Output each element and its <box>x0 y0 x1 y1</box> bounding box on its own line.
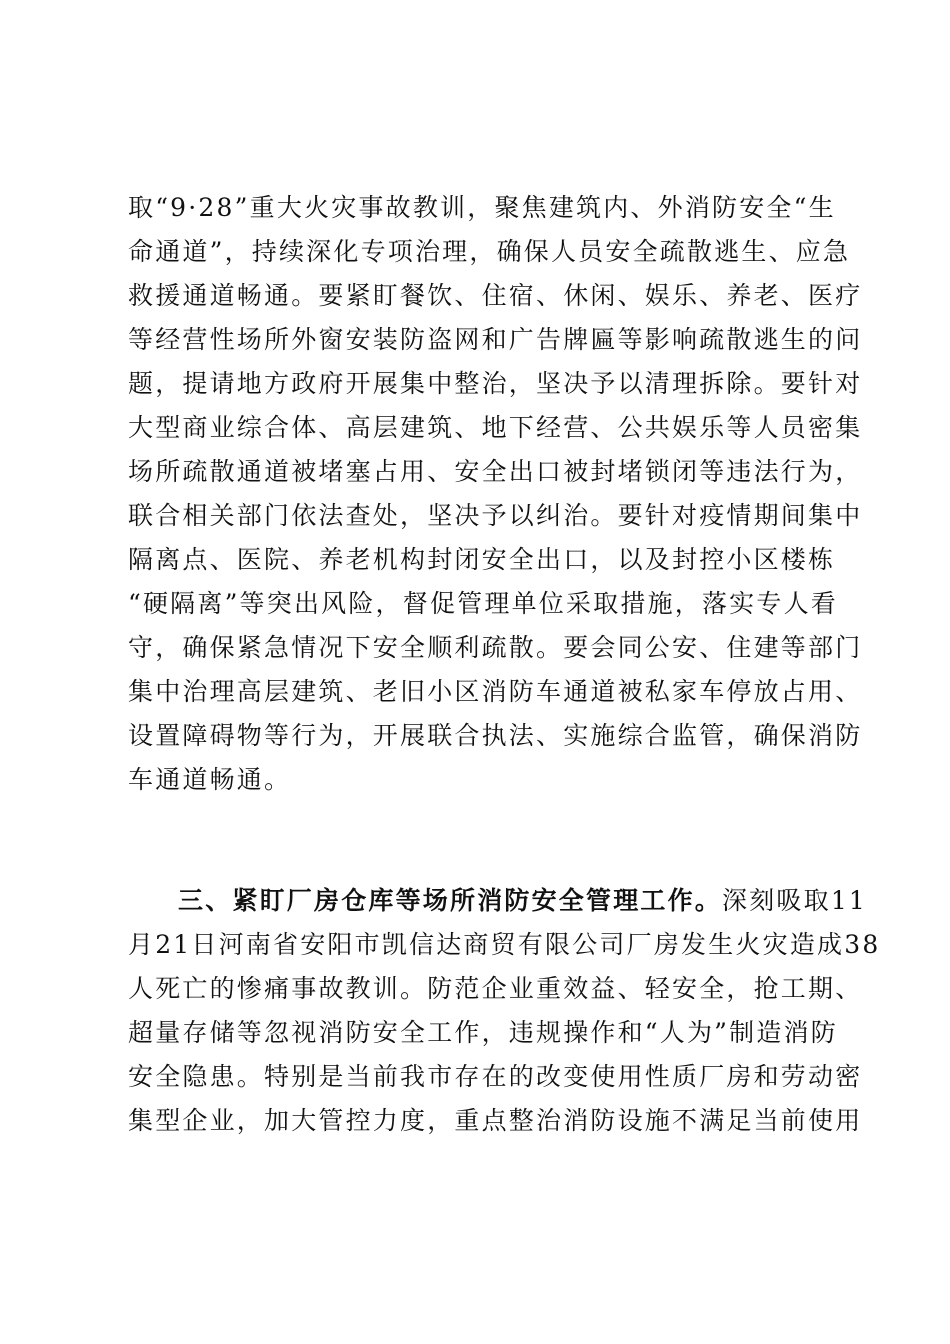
text-line: 月21日河南省安阳市凯信达商贸有限公司厂房发生火灾造成38 <box>128 930 881 959</box>
paragraph-section-3 <box>128 879 881 1143</box>
section-3-heading-rest: 深刻吸取11 <box>722 886 868 915</box>
text-line: “硬隔离”等突出风险，督促管理单位采取措施，落实专人看 <box>128 589 838 618</box>
text-line: 命通道”，持续深化专项治理，确保人员安全疏散逃生、应急 <box>128 237 851 266</box>
text-line: 守，确保紧急情况下安全顺利疏散。要会同公安、住建等部门 <box>128 633 863 662</box>
text-line: 集中治理高层建筑、老旧小区消防车通道被私家车停放占用、 <box>128 677 863 706</box>
text-line: 超量存储等忽视消防安全工作，违规操作和“人为”制造消防 <box>128 1018 838 1047</box>
text-line: 人死亡的惨痛事故教训。防范企业重效益、轻安全，抢工期、 <box>128 974 863 1003</box>
text-line: 救援通道畅通。要紧盯餐饮、住宿、休闲、娱乐、养老、医疗 <box>128 281 863 310</box>
text-line: 等经营性场所外窗安装防盗网和广告牌匾等影响疏散逃生的问 <box>128 325 863 354</box>
text-line: 取“9·28”重大火灾事故教训，聚焦建筑内、外消防安全“生 <box>128 193 836 222</box>
text-line: 题，提请地方政府开展集中整治，坚决予以清理拆除。要针对 <box>128 369 863 398</box>
section-3-first-line <box>128 879 868 923</box>
text-line: 大型商业综合体、高层建筑、地下经营、公共娱乐等人员密集 <box>128 413 863 442</box>
text-line: 车通道畅通。 <box>128 765 292 794</box>
paragraph-fire-escape-routes <box>128 186 863 802</box>
text-line: 隔离点、医院、养老机构封闭安全出口，以及封控小区楼栋 <box>128 545 836 574</box>
text-line: 集型企业，加大管控力度，重点整治消防设施不满足当前使用 <box>128 1106 863 1135</box>
section-3-heading: 三、紧盯厂房仓库等场所消防安全管理工作。 <box>178 886 723 915</box>
text-line: 设置障碍物等行为，开展联合执法、实施综合监管，确保消防 <box>128 721 863 750</box>
text-line: 安全隐患。特别是当前我市存在的改变使用性质厂房和劳动密 <box>128 1062 863 1091</box>
text-line: 联合相关部门依法查处，坚决予以纠治。要针对疫情期间集中 <box>128 501 863 530</box>
text-line: 场所疏散通道被堵塞占用、安全出口被封堵锁闭等违法行为， <box>128 457 863 486</box>
